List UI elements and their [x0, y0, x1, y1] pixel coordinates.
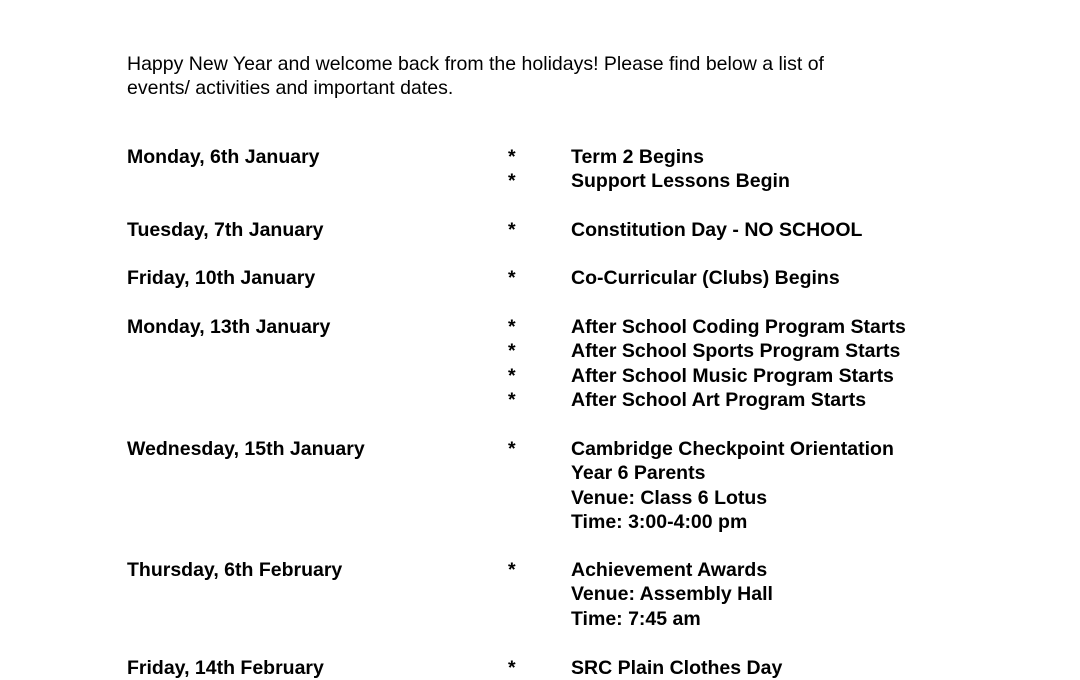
event-item-text: SRC Plain Clothes Day [571, 657, 783, 679]
bullet-icon: * [508, 170, 516, 193]
event-item [508, 437, 894, 461]
event-date: Monday, 6th January [127, 146, 320, 168]
event-date: Tuesday, 7th January [127, 219, 324, 241]
event-item-text: Co-Curricular (Clubs) Begins [571, 267, 840, 289]
event-items [508, 437, 894, 535]
intro-line-1: Happy New Year and welcome back from the holidays! Please find below a list of [127, 53, 824, 75]
bullet-icon: * [508, 389, 516, 412]
event-item-detail: Time: 7:45 am [571, 607, 701, 630]
event-date: Thursday, 6th February [127, 559, 343, 581]
bullet-icon: * [508, 657, 516, 679]
event-item-detail: Venue: Class 6 Lotus [571, 486, 768, 509]
event-item-detail: Year 6 Parents [571, 462, 706, 485]
event-item-text: Support Lessons Begin [571, 170, 790, 193]
event-item-text: Achievement Awards [571, 559, 768, 581]
event-items [508, 558, 773, 631]
bullet-icon: * [508, 219, 516, 241]
bullet-icon: * [508, 559, 516, 581]
event-date: Monday, 13th January [127, 316, 331, 338]
event-item-text: After School Sports Program Starts [571, 340, 901, 363]
bullet-icon: * [508, 316, 516, 338]
event-date: Friday, 14th February [127, 657, 324, 679]
event-item-text: Term 2 Begins [571, 146, 704, 168]
bullet-icon: * [508, 364, 516, 387]
intro-line-2: events/ activities and important dates. [127, 77, 454, 99]
bullet-icon: * [508, 438, 516, 460]
event-item [508, 558, 773, 582]
event-item-text: Constitution Day - NO SCHOOL [571, 219, 863, 241]
intro-paragraph [127, 52, 947, 100]
event-date: Wednesday, 15th January [127, 438, 365, 460]
bullet-icon: * [508, 267, 516, 289]
event-item-detail: Time: 3:00-4:00 pm [571, 511, 748, 534]
event-date: Friday, 10th January [127, 267, 316, 289]
event-item-text: After School Music Program Starts [571, 364, 894, 387]
event-item-text: Cambridge Checkpoint Orientation [571, 438, 894, 460]
event-item-detail: Venue: Assembly Hall [571, 583, 773, 606]
bullet-icon: * [508, 146, 516, 168]
event-item-text: After School Art Program Starts [571, 389, 867, 412]
event-item-text: After School Coding Program Starts [571, 316, 906, 338]
bullet-icon: * [508, 340, 516, 363]
